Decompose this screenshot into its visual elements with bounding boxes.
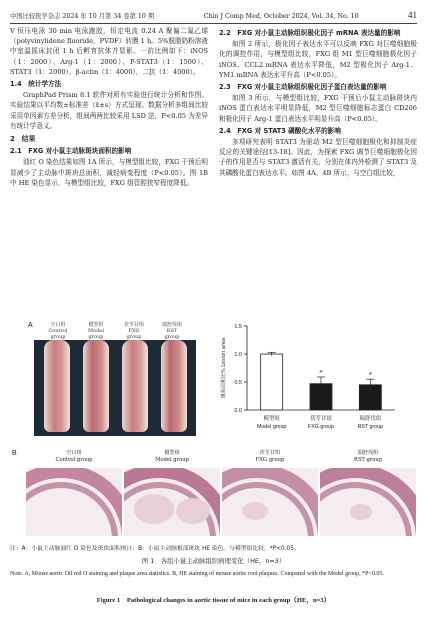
- he-label-model: 模型组 Model group: [155, 450, 189, 463]
- figure-title-en: [10, 597, 417, 605]
- y-axis-label: 斑块面积比% Lesion area: [221, 337, 227, 399]
- panel-b-letter: B: [12, 450, 17, 457]
- figure-panel-b: [12, 450, 415, 538]
- panel-a-letter: A: [28, 322, 33, 329]
- significance-marker: *: [368, 371, 373, 380]
- page-number: 41: [408, 10, 417, 20]
- he-image-fxg: [222, 468, 318, 536]
- he-image-control: [26, 468, 122, 536]
- results-paragraph-2-3: 如图 3 所示，与模型组比较，FXG 干预后小鼠主动脉斑块内 iNOS 蛋白表达水平明显降低，M2 型巨噬细胞标志蛋白 CD206 和极化因子 Arg-1 蛋白表达水平明显升高（P<0.05）。: [219, 94, 417, 123]
- figure-panel-a: [28, 322, 198, 440]
- bar-chart-svg: [205, 318, 410, 440]
- bar: [261, 354, 283, 410]
- left-column: [10, 26, 208, 188]
- aorta-image-rst: [161, 340, 187, 432]
- x-tick-label-en: RST group: [357, 424, 384, 430]
- group-label-control: 空白组 Control group: [48, 322, 68, 340]
- figure-title-cn: 图 1 各组小鼠主动脉组织病理变化（HE，n=3）: [141, 557, 286, 565]
- x-tick-label-en: Model group: [256, 424, 287, 430]
- he-label-rst: 瑞舒伐组 RST group: [353, 450, 383, 463]
- he-image-rst: [320, 468, 416, 536]
- x-tick-label-cn: 瑞舒伐组: [359, 416, 382, 422]
- section-heading-2-1: 2.1 FXG 对小鼠主动脉斑块面积的影响: [10, 147, 132, 156]
- aorta-image-control: [44, 340, 70, 432]
- methods-paragraph: V 恒压电泳 30 min 电泳跑胶，恒定电流 0.24 A 聚偏二氟乙烯（polyvinylidene fluoride，PVDF）转膜 1 h。5%脱脂奶粉溶液中室温摇床封闭 1 h 后孵育抗体并显影。一抗比例如下：iNOS（1：2000）、Arg-1（1：2000）、P-STAT3（1：1500）、STAT3（1：2000）、β-actin（1：4000），二抗（1：4000）。: [10, 27, 208, 76]
- group-label-fxg: 茯苓甘组 FXG group: [123, 322, 144, 340]
- section-heading-2-4: 2.4 FXG 对 STAT3 磷酸化水平的影响: [219, 126, 341, 135]
- section-heading-2: 2 结果: [10, 135, 36, 144]
- results-paragraph-2-4: 多项研究表明 STAT3 为驱动 M2 型巨噬细胞极化和抑制炎症反应的关键途径[13-18]。因此，为探索 FXG 调节巨噬细胞极化因子的作用是否与 STAT3 激活有关，分别在体内外检测了 STAT3 及其磷酸化蛋白表达水平。如图 4A、4B 所示，与空白组比较，: [219, 138, 417, 177]
- y-tick-label: 1.5: [234, 324, 242, 330]
- significance-marker: *: [319, 368, 323, 377]
- y-tick-label: 0.5: [234, 380, 242, 386]
- results-paragraph-2-1: 油红 O 染色结果如图 1A 所示，与模型组比较，FXG 干预后明显减少了主动脉中斑块总面积，减轻病变程度（P<0.05）。图 1B 中 HE 染色显示，与模型组比较，FXG 组管腔狭窄程度降低。: [10, 158, 208, 187]
- section-heading-2-2: 2.2 FXG 对小鼠主动脉组织极化因子 mRNA 表达量的影响: [219, 29, 401, 37]
- section-heading-1-4: 1.4 统计学方法: [10, 80, 62, 89]
- lesion-area-bar-chart: [205, 318, 410, 440]
- he-image-model: [124, 468, 220, 536]
- he-label-fxg: 茯苓甘组 FXG group: [255, 450, 285, 463]
- x-tick-label-en: FXG group: [308, 424, 334, 430]
- right-column: [219, 26, 417, 178]
- journal-name-en: Chin J Comp Med, October 2024, Vol. 34, No. 10: [203, 13, 359, 20]
- figure-title-en-text: Figure 1 Pathological changes in aortic tissue of mice in each group（HE，n=3）: [96, 597, 331, 604]
- aorta-image-model: [83, 340, 109, 432]
- y-tick-label: 0.0: [234, 408, 242, 414]
- results-paragraph-2-2: 如图 2 所示，极化因子表达水平可以反映 FXG 对巨噬细胞极化的调控作用，与模型组比较，FXG 组 M1 型巨噬细胞极化因子 iNOS、CCL2 mRNA 表达水平降低，M2 型极化因子 Arg-1、YM1 mRNA 表达水平升高（P<0.05）。: [219, 40, 417, 79]
- group-label-rst: 瑞舒伐组 RST group: [161, 322, 182, 340]
- he-label-control: 空白组 Control group: [55, 450, 93, 463]
- x-tick-label-cn: 茯苓甘组: [309, 416, 333, 422]
- section-heading-2-3: 2.3 FXG 对小鼠主动脉组织极化因子蛋白表达量的影响: [219, 83, 387, 92]
- aorta-image-fxg: [122, 340, 148, 432]
- figure-note-cn: 注：A：小鼠主动脉油红 O 染色及斑块面积统计；B：小鼠主动脉根部斑块 HE 染色。与模型组比较，*P<0.05。: [10, 546, 300, 552]
- figure-note-en: Note. A, Mouse aortic Oil red O staining and plaque area statistics. B, HE staining of mouse aortic root plaques. Compared with the Model group, *P<0.05.: [10, 571, 384, 577]
- running-header: [10, 8, 417, 24]
- group-label-model: 模型组 Model group: [88, 322, 104, 340]
- x-tick-label-cn: 模型组: [263, 416, 280, 422]
- y-tick-label: 1.0: [234, 352, 242, 358]
- journal-name-cn: 中国比较医学杂志 2024 年 10 月第 34 卷第 10 期: [10, 13, 155, 20]
- statistics-paragraph: GraphPad Prism 8.1 软件对所有实验进行统计分析和作图。实验结果以平均数±标准差（x̄±s）方式呈现。数据分析多组间比较采用单因素方差分析，组间两两比较采用 LSD 法，P<0.05 为差异有统计学意义。: [10, 91, 208, 130]
